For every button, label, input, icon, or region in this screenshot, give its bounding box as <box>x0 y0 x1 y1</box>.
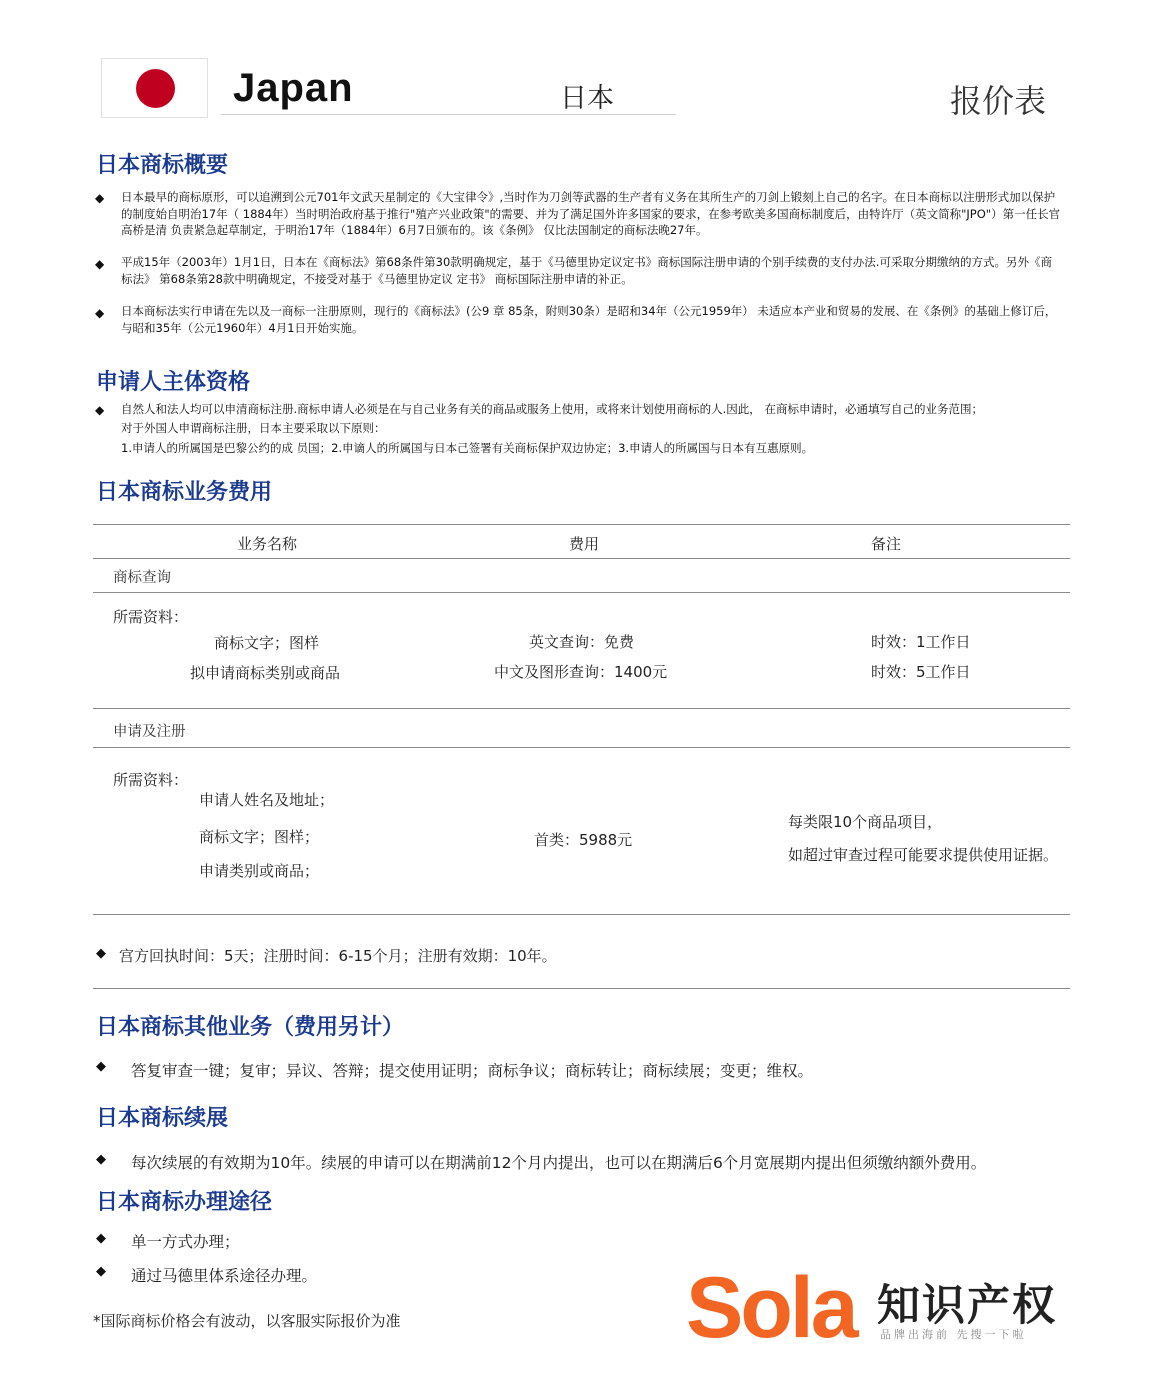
title-chinese: 日本 <box>560 83 614 114</box>
overview-paragraph-3: 日本商标法实行申请在先以及一商标一注册原则，现行的《商标法》(公9 章 85条，附则30条）是昭和34年（公元1959年） 未适应本产业和贸易的发展、在《条例》的基础上修订后，与昭和35年（公元1960年）4月1日开始实施。 <box>121 304 1057 335</box>
registration-material-1: 申请人姓名及地址； <box>199 791 335 809</box>
bullet-icon: ◆ <box>95 257 105 271</box>
other-services-text: 答复审查一键；复审；异议、答辩；提交使用证明；商标争议；商标转让；商标续展；变更；维权。 <box>131 1062 814 1080</box>
table-rule <box>93 708 1070 709</box>
table-rule <box>93 747 1070 748</box>
column-header-note: 备注 <box>871 535 902 553</box>
registration-material-3: 申请类别或商品； <box>199 862 320 880</box>
overview-paragraph-1: 日本最早的商标原形，可以追溯到公元701年文武天星制定的《大宝律令》,当时作为刀剑等武器的生产者有义务在其所生产的刀剑上锻刻上自己的名字。在日本商标以注册形式加以保护的制度始自明治17年（ 1884年）当时明治政府基于推行"殖产兴业政策"的需要、并为了满足国外许多国家的要求，在参考欧美多国商标制度后，由特许厅（英文简称"JPO"）第一任长官高桥是清 负责紧急起草制定，于明治17年（1884年）6月7日颁布的。该《条例》 仅比法国制定的商标法晚27年。 <box>121 190 1061 237</box>
table-header-rule <box>93 558 1070 559</box>
bullet-icon: ◆ <box>96 946 106 961</box>
eligibility-heading: 申请人主体资格 <box>96 370 251 395</box>
overview-heading: 日本商标概要 <box>96 153 229 178</box>
eligibility-line-1: 自然人和法人均可以申清商标注册.商标申请人必须是在与自己业务有关的商品或服务上使用，或将来计划使用商标的人.因此， 在商标申请时，必通填写自己的业务范围； <box>121 402 983 416</box>
query-note-1: 时效：1工作日 <box>871 633 971 651</box>
timeline-text: 宫方回执时间：5天；注册时间：6-15个月；注册有效期：10年。 <box>119 947 557 965</box>
other-services-heading: 日本商标其他业务（费用另计） <box>96 1015 405 1040</box>
table-rule <box>93 592 1070 593</box>
table-bottom-rule <box>93 914 1070 915</box>
bullet-icon: ◆ <box>95 403 105 417</box>
registration-note-2: 如超过审查过程可能要求提供使用证据。 <box>788 846 1059 864</box>
materials-label: 所需资料： <box>113 608 189 626</box>
eligibility-line-3: 1.申请人的所属国是巴黎公约的成 员国；2.申谪人的所属国与日本己签署有关商标保护双边协定；3.申请人的所属国与日本有互惠原则。 <box>121 441 814 455</box>
bullet-icon: ◆ <box>96 1231 106 1246</box>
japan-flag <box>101 58 208 118</box>
table-top-rule <box>93 524 1070 525</box>
logo-slogan: 品牌出海前 先搜一下啦 <box>880 1328 1027 1341</box>
channel-item-2: 通过马德里体系途径办理。 <box>131 1267 318 1285</box>
disclaimer-text: 国际商标价格会有波动，以客服实际报价为准 <box>100 1312 401 1330</box>
query-cost-2: 中文及图形查询：1400元 <box>494 663 668 681</box>
column-header-service: 业务名称 <box>237 535 298 553</box>
overview-paragraph-2: 平成15年（2003年）1月1日，日本在《商标法》第68条件第30款明确规定，基于《马德里协定议定书》商标国际注册申请的个别手续费的支付办法.可采取分期缴纳的方式。另外《商标法》 第68条第28款中明确规定，不接受对基于《马德里协定议 定书》 商标国际注册申请的补正。 <box>121 255 1052 286</box>
bullet-icon: ◆ <box>96 1059 106 1074</box>
materials-label: 所需资料： <box>113 771 189 789</box>
bullet-icon: ◆ <box>95 306 105 320</box>
registration-material-2: 商标文字；图样； <box>199 828 320 846</box>
price-disclaimer <box>93 1310 401 1331</box>
renewal-heading: 日本商标续展 <box>96 1106 229 1131</box>
query-material-1: 商标文字；图样 <box>214 634 320 652</box>
sola-logo: Sola <box>686 1260 856 1356</box>
bullet-icon: ◆ <box>95 191 105 205</box>
query-material-2: 拟申请商标类别或商品 <box>190 664 341 682</box>
section-label-query: 商标查询 <box>113 570 171 586</box>
asterisk-mark: * <box>93 1312 101 1330</box>
registration-cost: 首类：5988元 <box>534 831 633 849</box>
flag-sun-icon <box>136 69 175 108</box>
logo-chinese-text: 知识产权 <box>877 1281 1057 1331</box>
channel-item-1: 单一方式办理； <box>131 1233 240 1251</box>
registration-note-1: 每类限10个商品项目， <box>788 813 943 831</box>
renewal-text: 每次续展的有效期为10年。续展的申请可以在期满前12个月内提出，也可以在期满后6个月宽展期内提出但须缴纳额外费用。 <box>131 1154 987 1172</box>
column-header-fee: 费用 <box>569 535 600 553</box>
fees-heading: 日本商标业务费用 <box>96 480 273 505</box>
section-label-registration: 申请及注册 <box>113 724 186 740</box>
channels-heading: 日本商标办理途径 <box>96 1190 273 1215</box>
query-cost-1: 英文查询：免费 <box>529 633 635 651</box>
bullet-icon: ◆ <box>96 1152 106 1167</box>
title-underline <box>221 114 676 115</box>
bullet-icon: ◆ <box>96 1264 106 1279</box>
section-divider <box>93 988 1070 989</box>
quote-sheet-title: 报价表 <box>950 82 1047 120</box>
query-note-2: 时效：5工作日 <box>871 663 971 681</box>
title-english: Japan <box>233 66 354 110</box>
eligibility-line-2: 对于外国人申谓商标注册，日本主要采取以下原则： <box>121 421 386 435</box>
